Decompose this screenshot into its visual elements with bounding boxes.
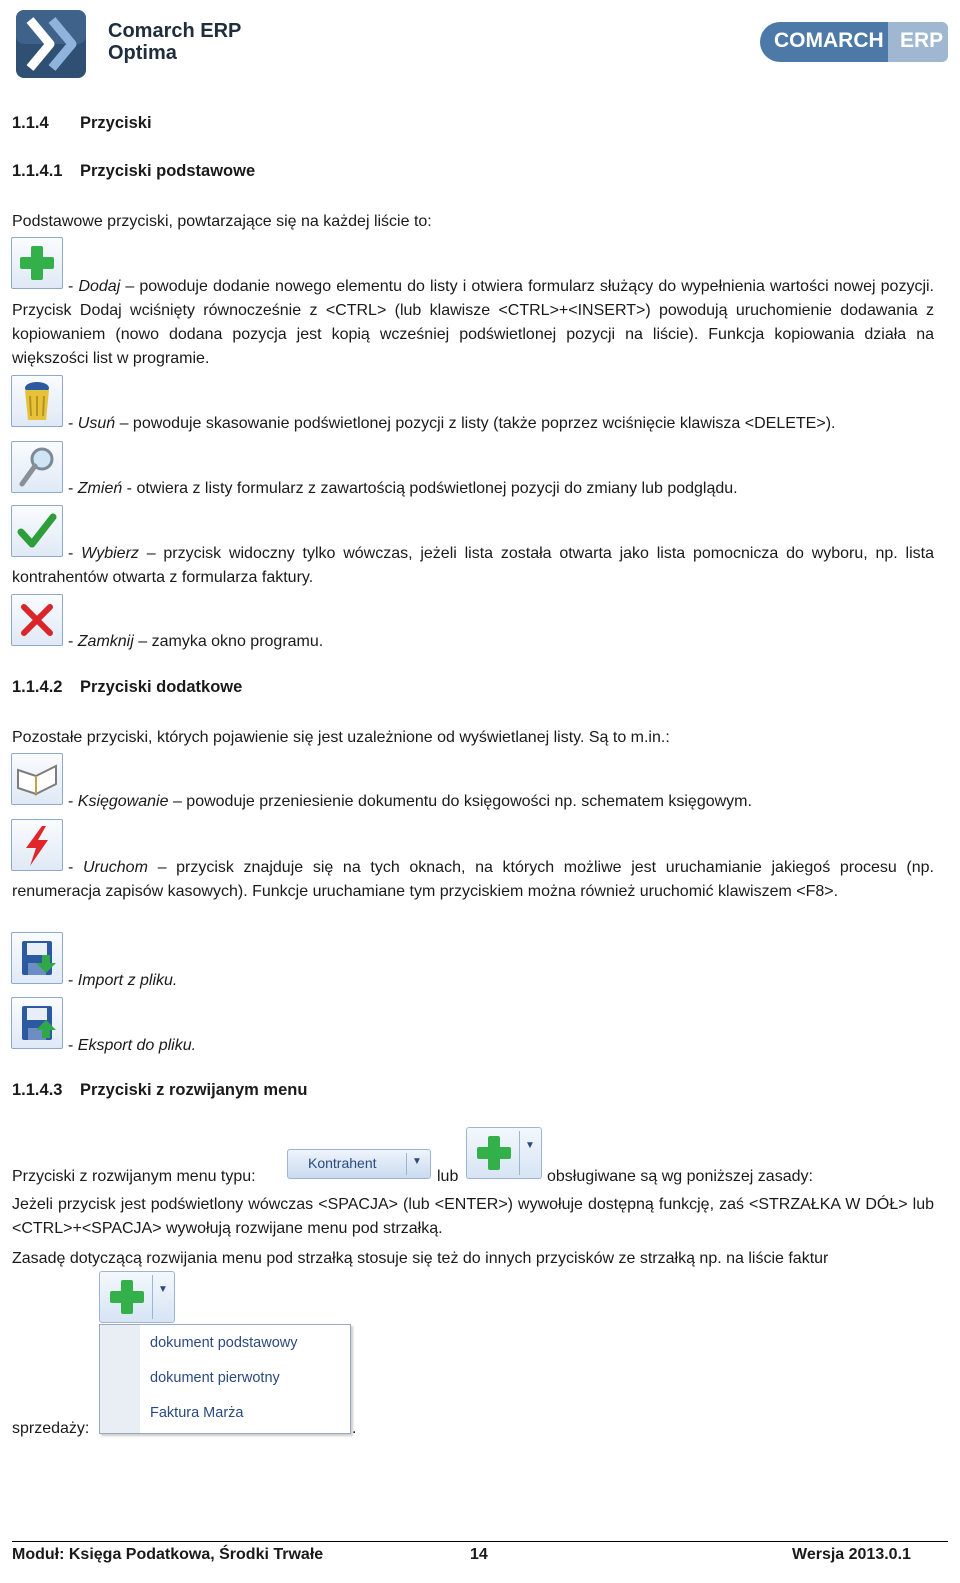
- edit-button-icon: [11, 441, 63, 493]
- item-zamknij-name: Zamknij: [77, 633, 134, 650]
- delete-button-icon: [11, 375, 63, 427]
- dropdown-menu: [99, 1324, 351, 1434]
- add-split-button[interactable]: [466, 1127, 542, 1179]
- brand-line-2: Optima: [108, 42, 177, 64]
- item-ksiegowanie-name: Księgowanie: [77, 793, 169, 810]
- item-dodaj-name: Dodaj: [78, 278, 121, 295]
- item-import-text: - Import z pliku.: [68, 972, 178, 989]
- kontrahent-button-label: Kontrahent: [308, 1155, 377, 1171]
- plus-icon: [102, 1272, 152, 1322]
- subsection-2-title: Przyciski dodatkowe: [80, 678, 243, 696]
- item-zamknij-text: - Zamknij – zamyka okno programu.: [68, 633, 324, 650]
- dropdown-example-paragraph: Zasadę dotyczącą rozwijania menu pod strzałką stosuje się też do innych przycisków ze strzałką np. na liście faktur: [12, 1250, 829, 1267]
- comarch-erp-optima-logo: [14, 8, 264, 80]
- add-split-button-open[interactable]: [99, 1271, 175, 1323]
- section-number: 1.1.4: [12, 114, 49, 132]
- subsection-1-heading: [12, 162, 255, 181]
- item-uruchom-name: Uruchom: [83, 859, 148, 876]
- badge-erp-text: ERP: [900, 29, 944, 52]
- item-uruchom-text: - Uruchom – przycisk znajduje się na tych oknach, na których możliwe jest uruchamianie jakiegoś procesu (np. renumeracja zapisów kasowych). Funkcje uruchamiane tym przyciskiem można również uruchomić klawiszem <F8>.: [12, 859, 934, 900]
- subsection-1-number: 1.1.4.1: [12, 162, 63, 180]
- trailing-period: .: [352, 1420, 357, 1437]
- footer-module: Moduł: Księga Podatkowa, Środki Trwałe: [12, 1546, 324, 1563]
- subsection-2-intro: Pozostałe przyciski, których pojawienie się jest uzależnione od wyświetlanej listy. Są to m.in.:: [12, 729, 670, 746]
- item-zmien-name: Zmień: [77, 480, 123, 497]
- item-import-name: Import z pliku.: [77, 972, 178, 989]
- subsection-1-title: Przyciski podstawowe: [80, 162, 256, 180]
- trash-bin-icon: [12, 376, 62, 426]
- import-button-icon: [11, 932, 63, 984]
- subsection-1-intro: Podstawowe przyciski, powtarzające się na każdej liście to:: [12, 213, 432, 230]
- dropdown-line-b: lub: [437, 1168, 459, 1185]
- item-dodaj-desc: – powoduje dodanie nowego elementu do listy i otwiera formularz służący do wypełnienia wartości nowej pozycji. Przycisk Dodaj wciśnięty równocześnie z <CTRL> (lub klawisze <CTRL>+<INSERT>) powodują uruchomienie dodawania z kopiowaniem (nowo dodana pozycja jest kopią wcześniej podświetlonej pozycji na liście). Funkcja kopiowania działa na większości list w programie.: [12, 278, 935, 367]
- item-zmien-text: - Zmień - otwiera z listy formularz z zawartością podświetlonej pozycji do zmiany lub podglądu.: [68, 480, 738, 497]
- item-usun-name: Usuń: [77, 415, 116, 432]
- sprzedazy-label: sprzedaży:: [12, 1420, 90, 1437]
- dropdown-line-a: Przyciski z rozwijanym menu typu:: [12, 1168, 256, 1185]
- item-zmien-desc: - otwiera z listy formularz z zawartością podświetlonej pozycji do zmiany lub podglądu.: [122, 480, 738, 497]
- floppy-export-icon: [12, 998, 62, 1048]
- item-uruchom-desc: – przycisk znajduje się na tych oknach, na których możliwe jest uruchamianie jakiegoś procesu (np. renumeracja zapisów kasowych). Funkcje uruchamiane tym przyciskiem można również uruchomić klawiszem <F8>.: [12, 859, 934, 900]
- menu-item-dokument-podstawowy[interactable]: dokument podstawowy: [150, 1335, 298, 1351]
- chevron-down-icon[interactable]: ▼: [158, 1284, 168, 1295]
- chevron-down-icon[interactable]: ▼: [412, 1156, 422, 1167]
- item-wybierz-name: Wybierz: [81, 545, 139, 562]
- item-usun-desc: – powoduje skasowanie podświetlonej pozycji z listy (także poprzez wciśnięcie klawisza <DELETE>).: [115, 415, 836, 432]
- close-x-icon: [12, 595, 62, 645]
- magnifier-icon: [12, 442, 62, 492]
- subsection-2-heading: [12, 678, 242, 697]
- plus-icon: [469, 1128, 519, 1178]
- badge-comarch-text: COMARCH: [774, 29, 884, 52]
- footer-page-number: 14: [470, 1546, 488, 1563]
- menu-item-faktura-marza[interactable]: Faktura Marża: [150, 1405, 244, 1421]
- item-usun-text: - Usuń – powoduje skasowanie podświetlonej pozycji z listy (także poprzez wciśnięcie klawisza <DELETE>).: [68, 415, 836, 432]
- kontrahent-dropdown-button[interactable]: [287, 1149, 431, 1179]
- item-zamknij-desc: – zamyka okno programu.: [133, 633, 324, 650]
- chevron-down-icon[interactable]: ▼: [525, 1140, 535, 1151]
- subsection-2-number: 1.1.4.2: [12, 678, 63, 696]
- item-eksport-text: - Eksport do pliku.: [68, 1037, 197, 1054]
- item-ksiegowanie-text: - Księgowanie – powoduje przeniesienie dokumentu do księgowości np. schematem księgowym.: [68, 793, 752, 810]
- brand-line-1: Comarch ERP: [108, 20, 242, 42]
- section-title: Przyciski: [80, 114, 152, 132]
- item-wybierz-text: - Wybierz – przycisk widoczny tylko wówczas, jeżeli lista została otwarta jako lista pomocnicza do wyboru, np. lista kontrahentów otwarta z formularza faktury.: [12, 545, 934, 586]
- dropdown-rule-paragraph: Jeżeli przycisk jest podświetlony wówczas <SPACJA> (lub <ENTER>) wywołuje dostępną funkcję, zaś <STRZAŁKA W DÓŁ> lub <CTRL>+<SPACJA> wywołują rozwijane menu pod strzałką.: [12, 1196, 934, 1237]
- posting-button-icon: [11, 753, 63, 805]
- dropdown-line-c: obsługiwane są wg poniższej zasady:: [547, 1168, 813, 1185]
- menu-item-dokument-pierwotny[interactable]: dokument pierwotny: [150, 1370, 280, 1386]
- floppy-import-icon: [12, 933, 62, 983]
- footer-version: Wersja 2013.0.1: [792, 1546, 911, 1563]
- close-button-icon: [11, 594, 63, 646]
- item-dodaj-text: - Dodaj – powoduje dodanie nowego elementu do listy i otwiera formularz służący do wypełnienia wartości nowej pozycji. Przycisk Dodaj wciśnięty równocześnie z <CTRL> (lub klawisze <CTRL>+<INSERT>) powodują uruchomienie dodawania z kopiowaniem (nowo dodana pozycja jest kopią wcześniej podświetlonej pozycji na liście). Funkcja kopiowania działa na większości list w programie.: [12, 278, 935, 367]
- item-wybierz-desc: – przycisk widoczny tylko wówczas, jeżeli lista została otwarta jako lista pomocnicza do wyboru, np. lista kontrahentów otwarta z formularza faktury.: [12, 545, 934, 586]
- export-button-icon: [11, 997, 63, 1049]
- open-book-icon: [12, 754, 62, 804]
- subsection-3-title: Przyciski z rozwijanym menu: [80, 1081, 308, 1099]
- item-ksiegowanie-desc: – powoduje przeniesienie dokumentu do księgowości np. schematem księgowym.: [168, 793, 752, 810]
- subsection-3-number: 1.1.4.3: [12, 1081, 63, 1099]
- section-heading: [12, 114, 152, 133]
- footer-divider: [12, 1541, 948, 1542]
- comarch-erp-badge: [760, 22, 950, 64]
- subsection-3-heading: [12, 1081, 307, 1100]
- item-eksport-name: Eksport do pliku.: [77, 1037, 197, 1054]
